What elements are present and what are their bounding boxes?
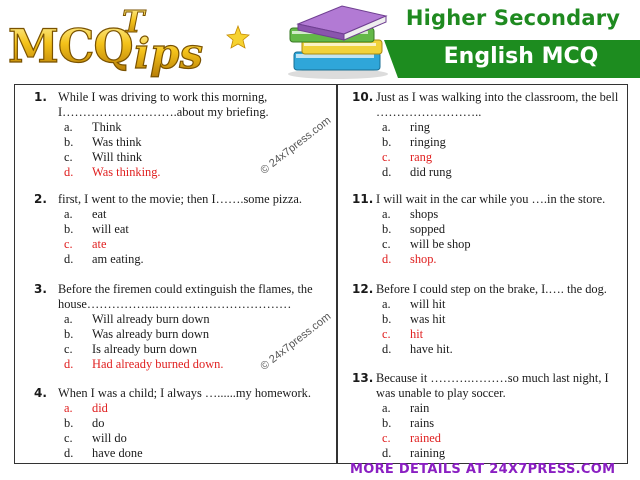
option-a: a. rain bbox=[382, 401, 430, 415]
question-number: 1. bbox=[34, 90, 47, 104]
option-b: b. Was think bbox=[64, 135, 142, 149]
option-d-correct: d. Was thinking. bbox=[64, 165, 161, 179]
watermark-bottom: © 24x7press.com bbox=[258, 310, 334, 373]
question-number: 10. bbox=[352, 90, 374, 104]
option-c-correct: c. rained bbox=[382, 431, 441, 445]
option-c: c. Is already burn down bbox=[64, 342, 197, 356]
option-a: a. eat bbox=[64, 207, 107, 221]
option-d: d. raining bbox=[382, 446, 446, 460]
option-d: d. am eating. bbox=[64, 252, 144, 266]
option-b: b. sopped bbox=[382, 222, 446, 236]
question-stem: Before I could step on the brake, I.…. the dog. bbox=[376, 282, 607, 296]
option-c-correct: c. rang bbox=[382, 150, 433, 164]
option-b: b. Was already burn down bbox=[64, 327, 210, 341]
question-stem: Just as I was walking into the classroom, the bell …………………….. bbox=[376, 90, 619, 119]
column-divider bbox=[336, 84, 338, 464]
option-d: d. have hit. bbox=[382, 342, 453, 356]
option-b: b. rains bbox=[382, 416, 435, 430]
option-a: a. Think bbox=[64, 120, 122, 134]
question-number: 13. bbox=[352, 371, 374, 385]
option-a-correct: a. did bbox=[64, 401, 108, 415]
books-illustration-icon bbox=[278, 2, 398, 80]
svg-text:ips: ips bbox=[134, 29, 203, 78]
option-d-correct: d. shop. bbox=[382, 252, 437, 266]
option-a: a. will hit bbox=[382, 297, 446, 311]
page-header bbox=[0, 0, 640, 82]
option-a: a. Will already burn down bbox=[64, 312, 210, 326]
question-stem: Because it ……….………so much last night, I was unable to play soccer. bbox=[376, 371, 609, 400]
option-c: c. will be shop bbox=[382, 237, 471, 251]
subject-title: English MCQ bbox=[443, 44, 599, 69]
question-number: 4. bbox=[34, 386, 47, 400]
option-d: d. did rung bbox=[382, 165, 452, 179]
watermark-top: © 24x7press.com bbox=[258, 114, 334, 177]
option-c: c. Will think bbox=[64, 150, 143, 164]
option-c-correct: c. ate bbox=[64, 237, 107, 251]
question-stem: first, I went to the movie; then I…….some pizza. bbox=[58, 192, 302, 206]
svg-text:T: T bbox=[122, 5, 145, 40]
question-number: 3. bbox=[34, 282, 47, 296]
option-b: b. ringing bbox=[382, 135, 446, 149]
svg-text:MCQ: MCQ bbox=[8, 19, 133, 73]
question-stem: Before the firemen could extinguish the flames, the house……………..…………………………… bbox=[58, 282, 313, 311]
question-stem: When I was a child; I always …......my homework. bbox=[58, 386, 311, 400]
option-b: b. will eat bbox=[64, 222, 129, 236]
option-c-correct: c. hit bbox=[382, 327, 424, 341]
question-number: 12. bbox=[352, 282, 374, 296]
option-d-correct: d. Had already burned down. bbox=[64, 357, 224, 371]
question-number: 2. bbox=[34, 192, 47, 206]
option-a: a. shops bbox=[382, 207, 439, 221]
option-c: c. will do bbox=[64, 431, 127, 445]
footer-more-details: MORE DETAILS AT 24X7PRESS.COM bbox=[350, 462, 616, 477]
option-b: b. do bbox=[64, 416, 105, 430]
series-title: Higher Secondary bbox=[405, 6, 621, 30]
question-number: 11. bbox=[352, 192, 374, 206]
option-d: d. have done bbox=[64, 446, 143, 460]
option-a: a. ring bbox=[382, 120, 430, 134]
question-stem: While I was driving to work this morning, I……………………….about my briefing. bbox=[58, 90, 269, 119]
question-stem: I will wait in the car while you ….in the store. bbox=[376, 192, 606, 206]
option-b: b. was hit bbox=[382, 312, 446, 326]
mcqtips-logo bbox=[6, 4, 256, 78]
